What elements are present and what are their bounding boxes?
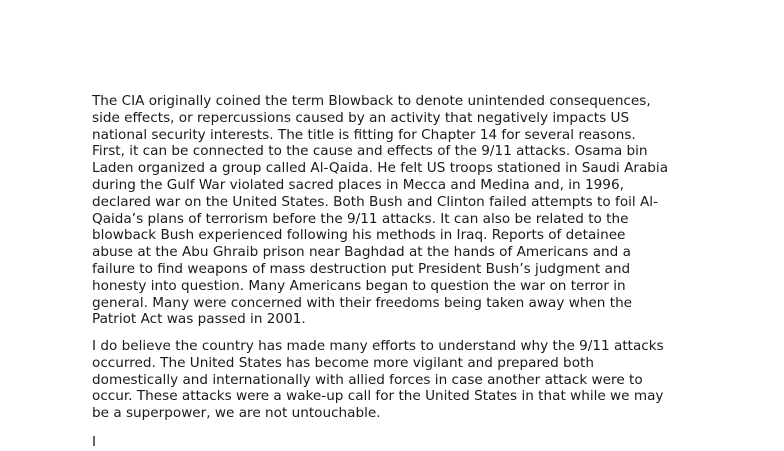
text-line: during the Gulf War violated sacred places in Mecca and Medina and, in 1996, xyxy=(92,176,624,193)
text-line: national security interests. The title is fitting for Chapter 14 for several reasons. xyxy=(92,126,636,143)
text-line: Qaida’s plans of terrorism before the 9/11 attacks. It can also be related to the xyxy=(92,210,629,227)
text-line: The CIA originally coined the term Blowback to denote unintended consequences, xyxy=(92,93,651,109)
paragraph-cut-off xyxy=(92,434,692,451)
text-line: abuse at the Abu Ghraib prison near Baghdad at the hands of Americans and a xyxy=(92,244,631,261)
text-line: Patriot Act was passed in 2001. xyxy=(92,311,306,328)
text-line: be a superpower, we are not untouchable. xyxy=(92,405,381,422)
text-line: general. Many were concerned with their freedoms being taken away when the xyxy=(92,294,633,311)
text-line: side effects, or repercussions caused by an activity that negatively impacts US xyxy=(92,109,630,126)
paragraph-country-efforts xyxy=(92,338,692,422)
text-line: occurred. The United States has become more vigilant and prepared both xyxy=(92,354,594,371)
text-line: honesty into question. Many Americans began to question the war on terror in xyxy=(92,277,626,294)
text-line: domestically and internationally with allied forces in case another attack were to xyxy=(92,371,643,388)
paragraph-blowback-intro xyxy=(92,93,692,328)
text-line: occur. These attacks were a wake-up call for the United States in that while we may xyxy=(92,388,664,405)
text-line: I xyxy=(92,434,97,450)
text-line: I do believe the country has made many efforts to understand why the 9/11 attacks xyxy=(92,338,664,354)
text-line: blowback Bush experienced following his methods in Iraq. Reports of detainee xyxy=(92,227,626,244)
text-line: declared war on the United States. Both Bush and Clinton failed attempts to foil Al- xyxy=(92,193,658,210)
text-line: First, it can be connected to the cause and effects of the 9/11 attacks. Osama bin xyxy=(92,143,648,160)
text-line: Laden organized a group called Al-Qaida. He felt US troops stationed in Saudi Arabia xyxy=(92,160,669,177)
text-line: failure to find weapons of mass destruction put President Bush’s judgment and xyxy=(92,260,631,277)
